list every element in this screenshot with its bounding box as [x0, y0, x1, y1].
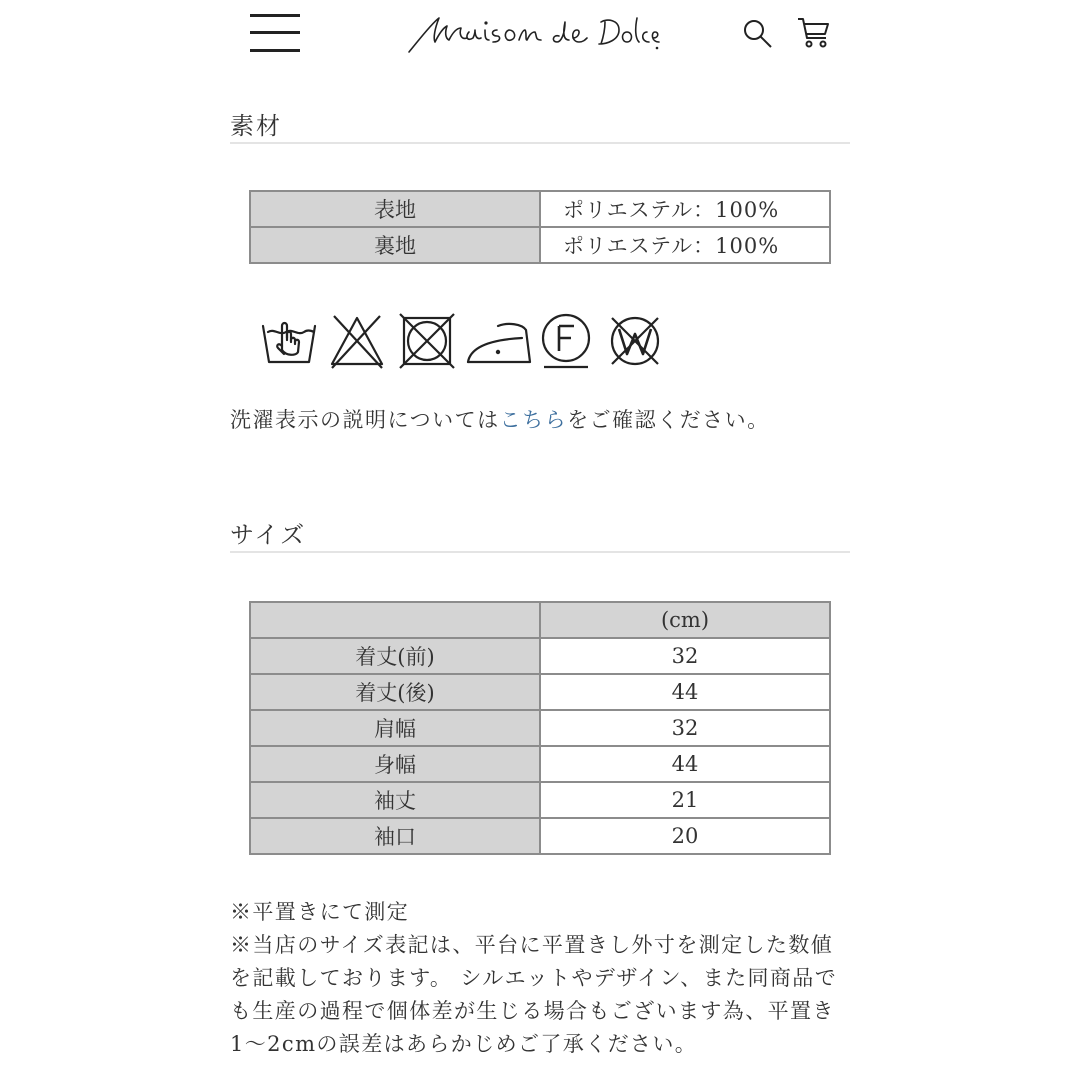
hamburger-icon-bar — [250, 31, 300, 34]
material-label: 裏地 — [250, 227, 540, 263]
size-label: 袖丈 — [250, 782, 540, 818]
brand-logo[interactable] — [405, 12, 660, 56]
dry-clean-f-icon — [540, 312, 594, 370]
table-row — [250, 746, 830, 782]
iron-low-icon — [464, 312, 534, 370]
material-value: ポリエステル：100% — [540, 227, 830, 263]
hamburger-icon-bar — [250, 49, 300, 52]
size-label: 身幅 — [250, 746, 540, 782]
size-value: 44 — [540, 674, 830, 710]
no-tumble-dry-icon — [398, 312, 456, 370]
table-header-row — [250, 602, 830, 638]
search-icon — [745, 21, 771, 47]
material-value: ポリエステル：100% — [540, 191, 830, 227]
section-divider — [230, 142, 850, 144]
size-section-title: サイズ — [230, 521, 307, 549]
table-row — [250, 227, 830, 263]
search-button[interactable] — [742, 18, 774, 50]
table-row — [250, 710, 830, 746]
care-note-text-end: をご確認ください。 — [567, 408, 770, 432]
section-divider — [230, 551, 850, 553]
hand-wash-icon — [260, 312, 318, 370]
size-table — [249, 601, 831, 855]
size-unit-header: (cm) — [540, 602, 830, 638]
table-row — [250, 818, 830, 854]
hamburger-icon — [250, 14, 300, 17]
size-value: 21 — [540, 782, 830, 818]
measurement-note: ※平置きにて測定 — [230, 900, 410, 924]
table-row — [250, 782, 830, 818]
size-value: 32 — [540, 710, 830, 746]
size-notes — [230, 896, 840, 1061]
material-table — [249, 190, 831, 264]
no-bleach-icon — [328, 312, 386, 370]
size-label: 肩幅 — [250, 710, 540, 746]
table-row — [250, 191, 830, 227]
size-value: 20 — [540, 818, 830, 854]
size-header-empty — [250, 602, 540, 638]
size-label: 着丈(後) — [250, 674, 540, 710]
size-value: 44 — [540, 746, 830, 782]
no-wet-clean-icon — [606, 312, 664, 370]
care-note — [230, 404, 770, 434]
cart-icon — [798, 19, 828, 47]
size-disclaimer: ※当店のサイズ表記は、平台に平置きし外寸を測定した数値を記載しております。 シルエットやデザイン、また同商品でも生産の過程で個体差が生じる場合もございます為、平置き1〜2cmの誤差はあらかじめご了承ください。 — [230, 933, 838, 1056]
size-value: 32 — [540, 638, 830, 674]
care-guide-link[interactable]: こちら — [499, 408, 568, 432]
table-row — [250, 638, 830, 674]
hamburger-menu-button[interactable] — [250, 14, 300, 52]
size-label: 袖口 — [250, 818, 540, 854]
material-label: 表地 — [250, 191, 540, 227]
size-label: 着丈(前) — [250, 638, 540, 674]
cart-button[interactable] — [797, 16, 831, 50]
material-section-title: 素材 — [230, 112, 282, 140]
care-note-text: 洗濯表示の説明については — [230, 408, 500, 432]
table-row — [250, 674, 830, 710]
site-header — [0, 0, 1080, 70]
